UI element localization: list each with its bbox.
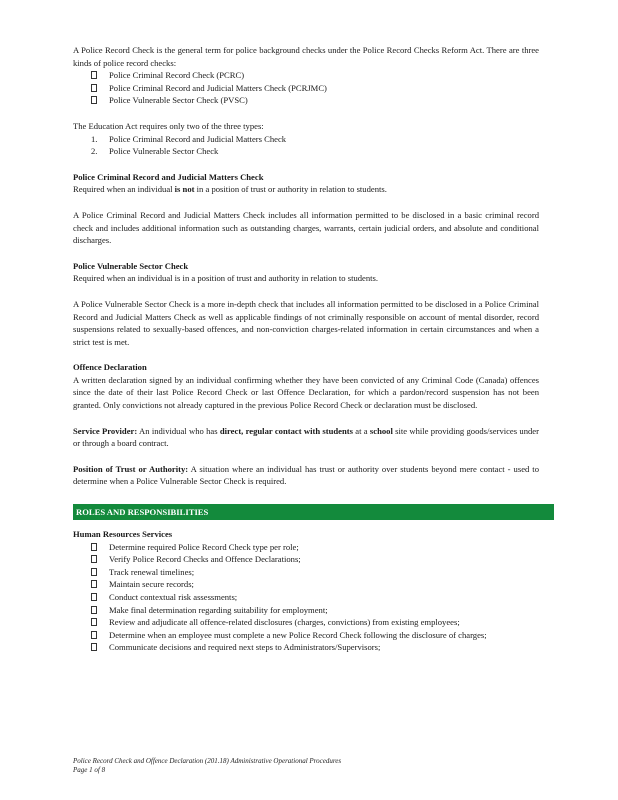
list-item: 1. Police Criminal Record and Judicial Matters Check bbox=[91, 133, 287, 144]
list-item: Police Criminal Record Check (PCRC) bbox=[73, 69, 539, 82]
list-item: Communicate decisions and required next steps to Administrators/Supervisors; bbox=[73, 641, 539, 654]
footer-title: Police Record Check and Offence Declaration (201.18) Administrative Operational Procedures bbox=[73, 757, 342, 765]
bullet-icon bbox=[91, 641, 103, 654]
list-item: Police Vulnerable Sector Check (PVSC) bbox=[73, 94, 539, 107]
check-types-list bbox=[73, 69, 539, 107]
list-item: Track renewal timelines; bbox=[73, 566, 539, 579]
offence-declaration-text: A written declaration signed by an individual confirming whether they have been convicted of any Criminal Code (Canada) offences since the date of their last Police Record Check or last Offence Declaration, for which a pardon/record suspension has not been granted. Only convictions not already captured in the previous Police Record Check or declaration must be disclosed. bbox=[73, 374, 539, 411]
bullet-icon bbox=[91, 553, 103, 566]
list-item: Verify Police Record Checks and Offence Declarations; bbox=[73, 553, 539, 566]
list-item: Maintain secure records; bbox=[73, 578, 539, 591]
list-item: Review and adjudicate all offence-related disclosures (charges, convictions) from existing employees; bbox=[73, 616, 539, 629]
list-item: Determine when an employee must complete a new Police Record Check following the disclosure of charges; bbox=[73, 629, 539, 642]
bullet-icon bbox=[91, 629, 103, 642]
education-act-paragraph: The Education Act requires only two of the three types: bbox=[73, 120, 264, 131]
list-item: Make final determination regarding suitability for employment; bbox=[73, 604, 539, 617]
pvsc-detail: A Police Vulnerable Sector Check is a more in-depth check that includes all information permitted to be disclosed in a Police Criminal Record and Judicial Matters Check as well as applicable findings of not criminally responsible on account of mental disorder, record suspensions related to sexually-based offences, and non-conviction charges-related information in certain circumstances and when a strict test is met. bbox=[73, 298, 539, 347]
bullet-icon bbox=[91, 69, 103, 82]
bullet-icon bbox=[91, 541, 103, 554]
hr-responsibilities-list bbox=[73, 541, 539, 654]
bullet-icon bbox=[91, 82, 103, 95]
offence-declaration-heading: Offence Declaration bbox=[73, 362, 147, 373]
list-item: Determine required Police Record Check type per role; bbox=[73, 541, 539, 554]
list-item: 2. Police Vulnerable Sector Check bbox=[91, 146, 219, 157]
list-item: Conduct contextual risk assessments; bbox=[73, 591, 539, 604]
bullet-icon bbox=[91, 604, 103, 617]
bullet-icon bbox=[91, 616, 103, 629]
service-provider-definition: Service Provider: An individual who has direct, regular contact with students at a school site while providing goods/services under or through a board contract. bbox=[73, 425, 539, 449]
pcrjmc-heading: Police Criminal Record and Judicial Matters Check bbox=[73, 171, 264, 182]
bullet-icon bbox=[91, 578, 103, 591]
page-number: Page 1 of 8 bbox=[73, 766, 106, 774]
list-item: Police Criminal Record and Judicial Matters Check (PCRJMC) bbox=[73, 82, 539, 95]
page-footer bbox=[73, 757, 341, 775]
document-page bbox=[73, 44, 539, 654]
education-act-list bbox=[73, 133, 539, 158]
pvsc-definition: Required when an individual is in a position of trust and authority in relation to students. bbox=[73, 273, 379, 284]
roles-banner: ROLES AND RESPONSIBILITIES bbox=[73, 504, 554, 520]
hr-heading: Human Resources Services bbox=[73, 529, 173, 540]
intro-paragraph: A Police Record Check is the general term for police background checks under the Police Record Checks Reform Act. There are three kinds of police record checks: bbox=[73, 45, 539, 68]
pcrjmc-definition: Required when an individual is not in a position of trust or authority in relation to students. bbox=[73, 184, 387, 195]
pvsc-heading: Police Vulnerable Sector Check bbox=[73, 260, 189, 271]
pcrjmc-detail: A Police Criminal Record and Judicial Matters Check includes all information permitted to be disclosed in a basic criminal record check and includes additional information such as outstanding charges, warrants, certain judicial orders, and absolute and conditional discharges. bbox=[73, 209, 539, 246]
bullet-icon bbox=[91, 566, 103, 579]
bullet-icon bbox=[91, 591, 103, 604]
bullet-icon bbox=[91, 94, 103, 107]
trust-definition: Position of Trust or Authority: A situation where an individual has trust or authority over students beyond mere contact - used to determine when a Police Vulnerable Sector Check is required. bbox=[73, 463, 539, 487]
